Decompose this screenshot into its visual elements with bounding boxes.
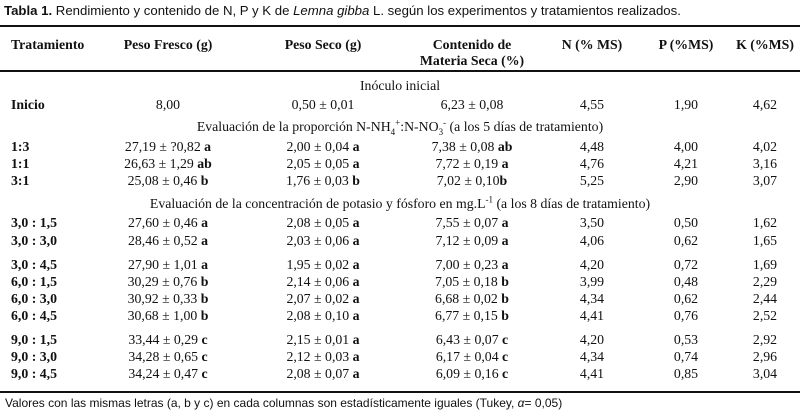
cell-pf-value: 28,46 ± 0,52 — [127, 233, 202, 248]
cell-p: 0,74 — [673, 349, 699, 364]
header-k: K (%MS) — [736, 37, 794, 52]
cell-cms-letter: b — [501, 291, 509, 306]
cell-n: 4,48 — [579, 139, 605, 154]
cell-pf-value: 27,90 ± 1,01 — [127, 257, 202, 272]
cell-cms — [435, 257, 508, 273]
section-proporcion-text-3: (a los 5 días de tratamiento) — [446, 119, 604, 134]
cell-cms — [436, 366, 508, 382]
cell-cms-letter: ab — [497, 139, 513, 154]
cell-cms-value: 6,23 ± 0,08 — [440, 97, 504, 112]
cell-ps-letter: a — [352, 156, 360, 171]
cell-p: 0,72 — [673, 257, 699, 272]
cell-cms — [435, 156, 508, 172]
cell-cms-letter: c — [502, 366, 509, 381]
sup-plus: + — [395, 117, 401, 128]
cell-tratamiento: 3,0 : 4,5 — [11, 257, 57, 272]
cell-ps-value: 2,12 ± 0,03 — [286, 349, 353, 364]
cell-ps — [286, 173, 360, 189]
cell-ps-letter: a — [352, 139, 360, 154]
cell-cms-letter: c — [502, 349, 509, 364]
cell-cms — [435, 274, 509, 290]
section-inoculo: Inóculo inicial — [359, 78, 441, 93]
cell-ps — [286, 291, 359, 307]
sub-4: 4 — [390, 126, 396, 137]
cell-ps-letter: a — [352, 215, 360, 230]
cell-ps-value: 1,76 ± 0,03 — [286, 173, 353, 188]
cell-pf-letter: b — [200, 308, 209, 323]
cell-k: 2,44 — [752, 291, 778, 306]
cell-pf — [128, 233, 208, 249]
header-n: N (% MS) — [561, 37, 623, 52]
header-peso-seco: Peso Seco (g) — [284, 37, 362, 52]
cell-k: 2,52 — [752, 308, 778, 323]
cell-pf-letter: c — [201, 332, 208, 347]
cell-n: 3,99 — [579, 274, 605, 289]
cell-n: 4,34 — [579, 349, 605, 364]
caption-text: Rendimiento y contenido de N, P y K de — [52, 3, 294, 18]
cell-ps — [286, 233, 359, 249]
cell-pf — [156, 97, 180, 113]
cell-tratamiento: 1:1 — [11, 156, 30, 171]
cell-k: 3,07 — [752, 173, 778, 188]
cell-p: 0,85 — [673, 366, 699, 381]
cell-p: 0,48 — [673, 274, 699, 289]
cell-pf-value: 27,19 ± ?0,82 — [124, 139, 205, 154]
cell-pf — [128, 257, 208, 273]
cell-n: 4,34 — [579, 291, 605, 306]
cell-ps — [286, 257, 359, 273]
footnote-text-end: = 0,05) — [524, 396, 563, 410]
cell-tratamiento: 1:3 — [11, 139, 30, 154]
cell-k: 4,02 — [752, 139, 778, 154]
cell-cms-value: 7,55 ± 0,07 — [435, 215, 502, 230]
cell-cms-letter: b — [501, 308, 509, 323]
cell-pf — [125, 139, 211, 155]
cell-cms — [437, 173, 507, 189]
cell-ps — [286, 139, 359, 155]
cell-cms — [432, 139, 513, 155]
cell-tratamiento: Inicio — [11, 97, 45, 112]
cell-ps-value: 2,15 ± 0,01 — [286, 332, 353, 347]
cell-k: 1,62 — [752, 215, 778, 230]
cell-ps-value: 2,07 ± 0,02 — [286, 291, 353, 306]
cell-n: 4,41 — [579, 366, 605, 381]
cell-pf-letter: c — [201, 366, 208, 381]
cell-cms-value: 6,17 ± 0,04 — [435, 349, 503, 364]
sup-minus-one: -1 — [485, 194, 493, 205]
section-proporcion-text-2: :N-NO — [400, 119, 439, 134]
cell-pf — [128, 291, 209, 307]
cell-cms-value: 7,00 ± 0,23 — [435, 257, 502, 272]
cell-k: 3,04 — [752, 366, 778, 381]
header-contenido-2: Materia Seca (%) — [419, 53, 525, 68]
cell-tratamiento: 6,0 : 3,0 — [11, 291, 57, 306]
cell-ps — [286, 215, 359, 231]
top-rule — [0, 25, 800, 27]
cell-ps-value: 2,08 ± 0,10 — [286, 308, 353, 323]
cell-pf — [124, 156, 212, 172]
table-footnote — [5, 395, 562, 411]
cell-cms — [436, 349, 508, 365]
cell-ps-letter: a — [352, 257, 360, 272]
cell-cms-letter: a — [501, 215, 509, 230]
cell-cms-letter: c — [502, 332, 509, 347]
cell-ps-letter: a — [352, 349, 360, 364]
cell-ps-value: 2,00 ± 0,04 — [286, 139, 353, 154]
cell-ps-value: 1,95 ± 0,02 — [286, 257, 353, 272]
header-contenido-1: Contenido de — [432, 37, 512, 52]
cell-ps-letter: a — [352, 291, 360, 306]
cell-cms-value: 7,38 ± 0,08 — [431, 139, 498, 154]
section-proporcion — [0, 119, 800, 135]
cell-pf-value: 8,00 — [155, 97, 181, 112]
cell-tratamiento: 9,0 : 4,5 — [11, 366, 57, 381]
cell-k: 1,69 — [752, 257, 778, 272]
cell-cms-value: 6,43 ± 0,07 — [435, 332, 503, 347]
cell-pf-letter: ab — [197, 156, 212, 171]
cell-p: 0,62 — [673, 233, 699, 248]
cell-pf — [128, 349, 207, 365]
cell-ps — [286, 366, 359, 382]
footnote-text: Valores con las mismas letras (a, b y c) en cada columnas son estadísticamente iguales (Tukey, — [5, 396, 518, 410]
caption-species: Lemna gibba — [293, 3, 370, 18]
cell-n: 4,20 — [579, 257, 605, 272]
cell-ps-letter: a — [352, 366, 360, 381]
cell-ps — [286, 332, 359, 348]
cell-pf-letter: a — [201, 257, 209, 272]
cell-k: 4,62 — [752, 97, 778, 112]
cell-cms-letter: b — [501, 274, 509, 289]
cell-tratamiento: 3:1 — [11, 173, 30, 188]
cell-ps-value: 2,03 ± 0,06 — [286, 233, 353, 248]
cell-pf-letter: c — [201, 349, 208, 364]
cell-n: 4,76 — [579, 156, 605, 171]
cell-p: 4,21 — [673, 156, 699, 171]
cell-pf-value: 33,44 ± 0,29 — [128, 332, 202, 347]
cell-p: 0,62 — [673, 291, 699, 306]
cell-ps-letter: a — [352, 233, 360, 248]
cell-p: 4,00 — [673, 139, 699, 154]
cell-cms-value: 7,05 ± 0,18 — [435, 274, 502, 289]
section-proporcion-text: Evaluación de la proporción N-NH — [196, 119, 391, 134]
cell-cms — [435, 233, 508, 249]
caption-text-end: L. según los experimentos y tratamientos realizados. — [369, 3, 681, 18]
cell-ps-letter: a — [352, 332, 360, 347]
cell-pf — [128, 308, 209, 324]
cell-n: 4,55 — [579, 97, 605, 112]
caption-label: Tabla 1. — [4, 3, 53, 18]
cell-pf-letter: a — [201, 215, 209, 230]
cell-cms — [435, 291, 509, 307]
cell-cms-letter: a — [501, 156, 509, 171]
cell-pf-letter: a — [201, 233, 209, 248]
cell-p: 0,50 — [673, 215, 699, 230]
cell-n: 4,20 — [579, 332, 605, 347]
cell-k: 2,29 — [752, 274, 778, 289]
cell-cms-value: 7,02 ± 0,10 — [436, 173, 500, 188]
cell-n: 5,25 — [579, 173, 605, 188]
sup-minus: - — [443, 117, 447, 128]
header-peso-fresco: Peso Fresco (g) — [123, 37, 213, 52]
cell-k: 3,16 — [752, 156, 778, 171]
cell-tratamiento: 6,0 : 1,5 — [11, 274, 57, 289]
cell-ps-letter: a — [352, 308, 360, 323]
cell-cms — [436, 332, 508, 348]
cell-pf-value: 25,08 ± 0,46 — [127, 173, 201, 188]
cell-pf-letter: b — [200, 274, 209, 289]
cell-cms-letter: b — [499, 173, 508, 188]
cell-tratamiento: 3,0 : 3,0 — [11, 233, 57, 248]
cell-tratamiento: 9,0 : 3,0 — [11, 349, 57, 364]
cell-k: 2,96 — [752, 349, 778, 364]
cell-tratamiento: 9,0 : 1,5 — [11, 332, 57, 347]
cell-n: 4,41 — [579, 308, 605, 323]
cell-pf — [128, 332, 207, 348]
table-caption — [4, 2, 798, 20]
cell-p: 1,90 — [673, 97, 699, 112]
cell-ps — [292, 97, 355, 113]
cell-pf — [128, 366, 207, 382]
cell-cms-value: 7,12 ± 0,09 — [435, 233, 502, 248]
cell-cms-letter: a — [501, 233, 509, 248]
cell-ps — [286, 274, 359, 290]
cell-pf — [128, 173, 209, 189]
cell-ps — [286, 308, 359, 324]
cell-cms-value: 6,77 ± 0,15 — [435, 308, 502, 323]
sub-3: 3 — [438, 126, 444, 137]
footnote-alpha: α — [517, 396, 525, 410]
header-tratamiento: Tratamiento — [11, 37, 85, 52]
cell-n: 3,50 — [579, 215, 605, 230]
cell-pf — [128, 215, 208, 231]
cell-pf-letter: b — [200, 291, 209, 306]
cell-k: 2,92 — [752, 332, 778, 347]
header-rule — [0, 70, 800, 72]
cell-ps-value: 2,14 ± 0,06 — [286, 274, 353, 289]
cell-ps — [286, 156, 359, 172]
cell-cms — [435, 308, 509, 324]
cell-pf — [128, 274, 209, 290]
cell-ps-value: 2,05 ± 0,05 — [286, 156, 353, 171]
section-concentracion — [0, 196, 800, 212]
cell-pf-value: 30,68 ± 1,00 — [127, 308, 201, 323]
bottom-rule — [0, 391, 800, 393]
cell-cms-value: 6,68 ± 0,02 — [435, 291, 502, 306]
cell-p: 0,53 — [673, 332, 699, 347]
cell-tratamiento: 6,0 : 4,5 — [11, 308, 57, 323]
cell-ps-value: 2,08 ± 0,05 — [286, 215, 353, 230]
cell-ps-value: 2,08 ± 0,07 — [286, 366, 353, 381]
section-concentracion-text: Evaluación de la concentración de potasio y fósforo en mg.L — [149, 196, 486, 211]
cell-ps — [286, 349, 359, 365]
cell-pf-value: 27,60 ± 0,46 — [127, 215, 202, 230]
cell-pf-letter: b — [200, 173, 209, 188]
cell-pf-value: 34,24 ± 0,47 — [128, 366, 202, 381]
cell-cms — [441, 97, 504, 113]
cell-pf-value: 30,29 ± 0,76 — [127, 274, 201, 289]
cell-k: 1,65 — [752, 233, 778, 248]
cell-p: 2,90 — [673, 173, 699, 188]
cell-ps-value: 0,50 ± 0,01 — [291, 97, 355, 112]
cell-pf-value: 26,63 ± 1,29 — [124, 156, 198, 171]
section-concentracion-text-2: (a los 8 días de tratamiento) — [493, 196, 651, 211]
cell-tratamiento: 3,0 : 1,5 — [11, 215, 57, 230]
cell-pf-value: 30,92 ± 0,33 — [127, 291, 201, 306]
cell-ps-letter: b — [352, 173, 360, 188]
header-p: P (%MS) — [658, 37, 714, 52]
cell-pf-value: 34,28 ± 0,65 — [128, 349, 202, 364]
cell-p: 0,76 — [673, 308, 699, 323]
cell-cms-letter: a — [501, 257, 509, 272]
cell-cms — [435, 215, 508, 231]
cell-pf-letter: a — [204, 139, 212, 154]
cell-n: 4,06 — [579, 233, 605, 248]
cell-cms-value: 7,72 ± 0,19 — [435, 156, 502, 171]
cell-cms-value: 6,09 ± 0,16 — [435, 366, 503, 381]
cell-ps-letter: a — [352, 274, 360, 289]
